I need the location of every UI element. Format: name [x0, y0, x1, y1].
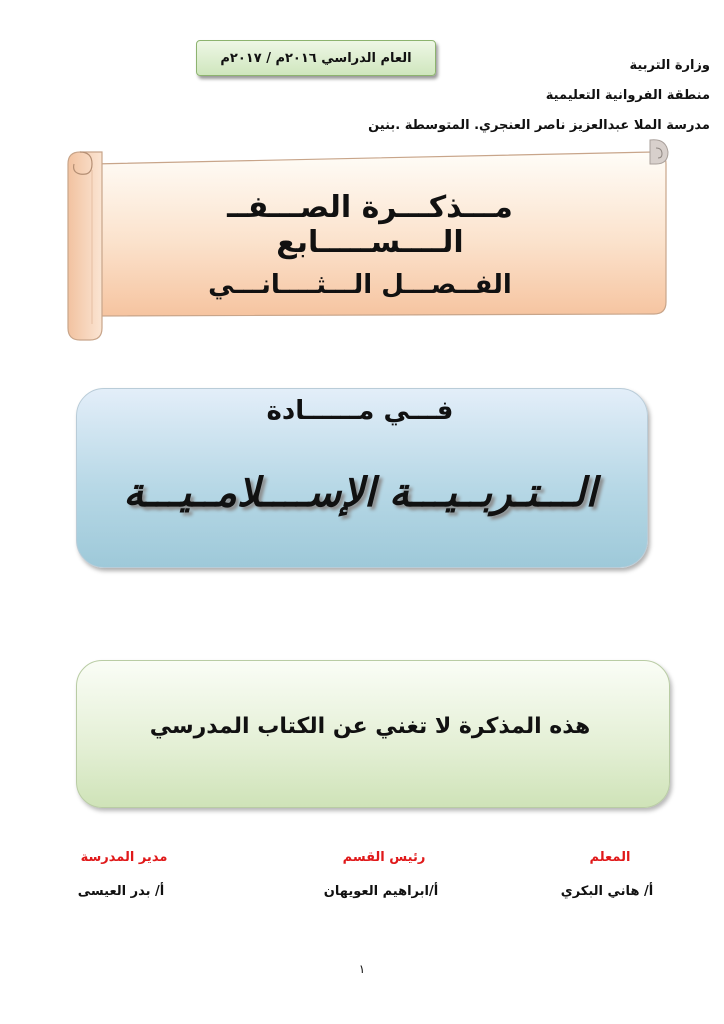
teacher-name: أ/ هاني البكري — [560, 884, 654, 899]
academic-year-badge — [196, 40, 436, 76]
teacher-title: المعلم — [589, 850, 631, 865]
district-name: منطقة الفروانية التعليمية — [545, 88, 710, 103]
principal-title: مدير المدرسة — [80, 850, 168, 865]
note-text: هذه المذكرة لا تغني عن الكتاب المدرسي — [149, 714, 591, 739]
principal-name: أ/ بدر العيسى — [77, 884, 165, 899]
subject-name: الـــتـربــيـــة الإســــلامــيـــة — [123, 470, 597, 516]
ministry-name: وزارة التربية — [629, 58, 710, 73]
banner-subtitle: الفــصـــل الـــثــــانـــي — [208, 270, 512, 300]
department-head-title: رئيس القسم — [342, 850, 426, 865]
page-number: ١ — [358, 962, 366, 976]
academic-year-text: العام الدراسي ٢٠١٦م / ٢٠١٧م — [220, 50, 412, 66]
banner-title: مـــذكـــرة الصـــفــ الــــســـــابع — [227, 190, 513, 260]
department-head-name: أ/ابراهيم العويهان — [323, 884, 439, 899]
subject-label: فـــي مــــــادة — [266, 396, 454, 426]
school-name: مدرسة الملا عبدالعزيز ناصر العنجري. المتوسطة .بنين — [368, 118, 710, 133]
